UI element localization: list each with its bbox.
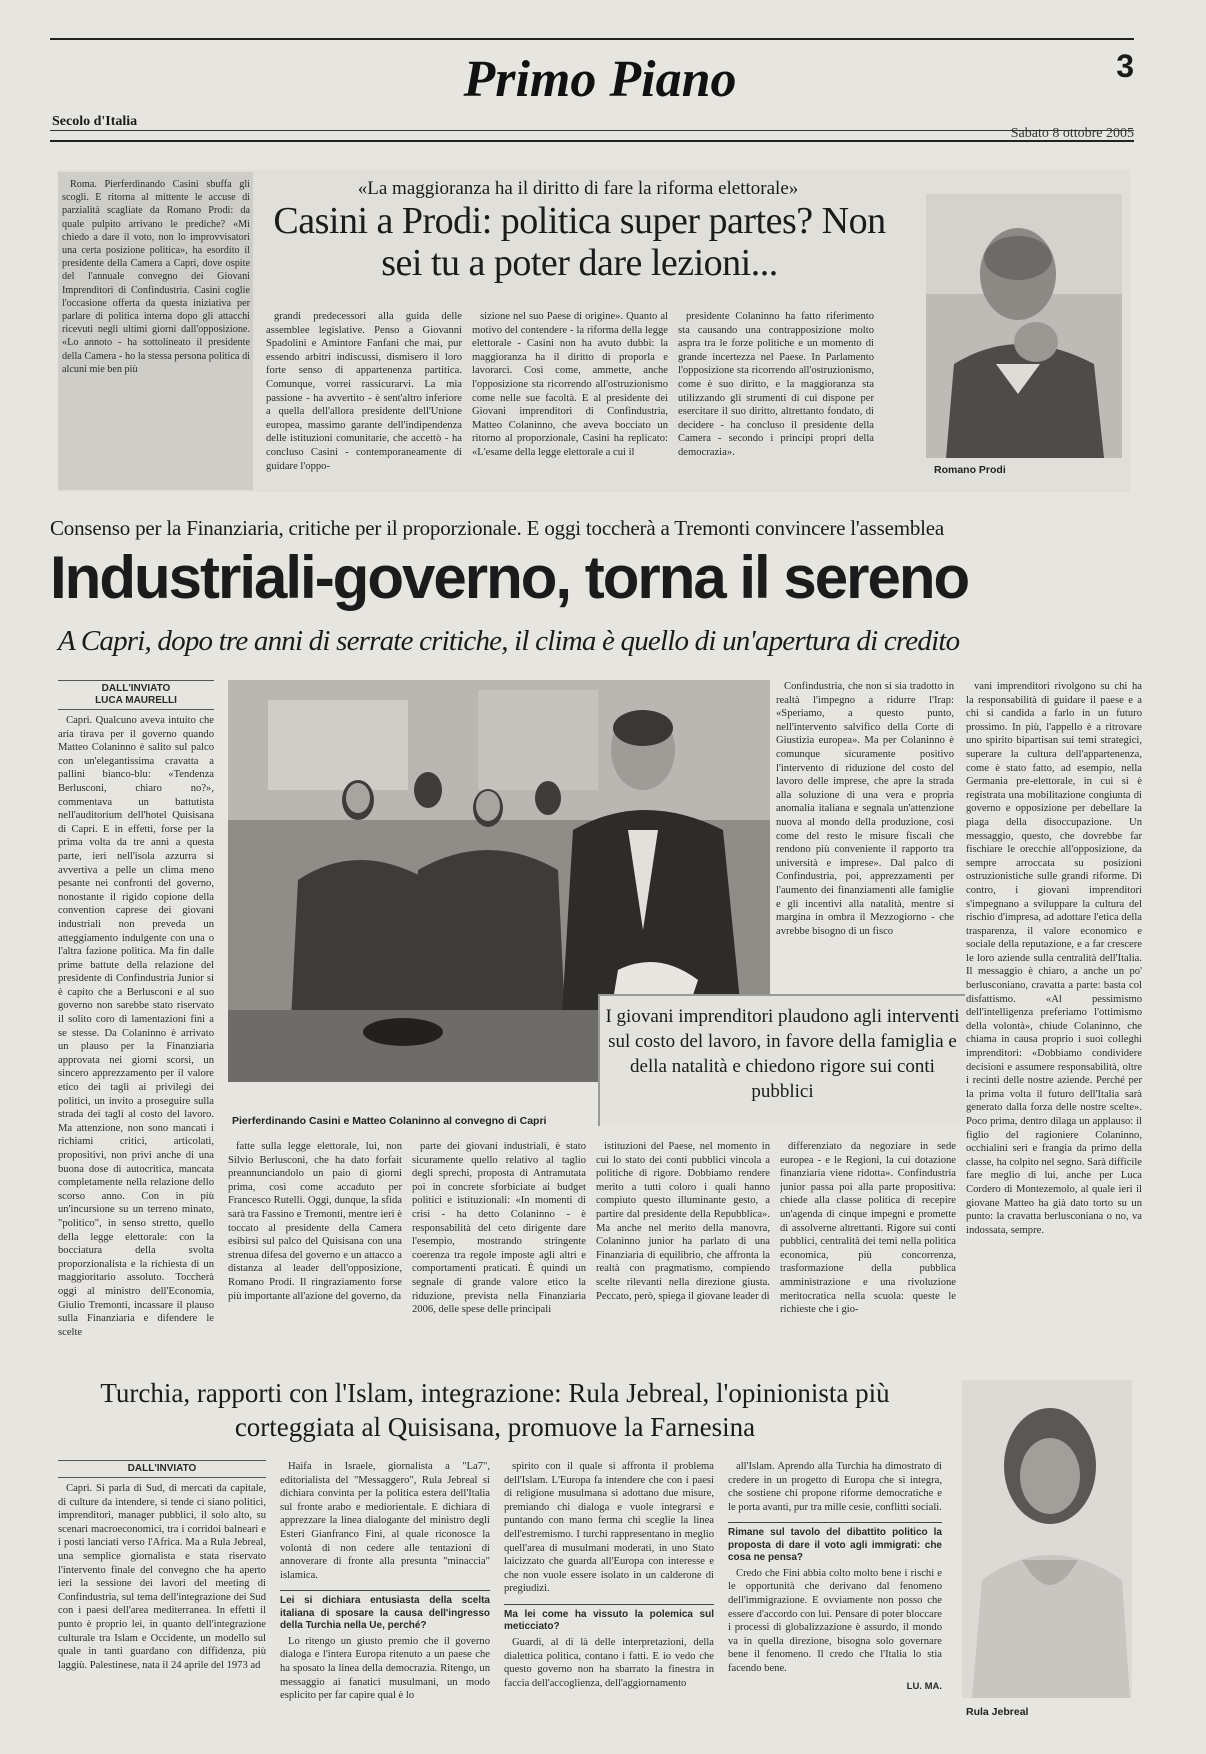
interview-question-2: Ma lei come ha vissuto la polemica sul meticciato? [504, 1604, 714, 1634]
section-title: Primo Piano [463, 51, 737, 108]
page-number: 3 [1116, 48, 1134, 84]
prodi-photo [926, 194, 1122, 458]
main-article-headline: Industriali-governo, torna il sereno [50, 544, 969, 611]
main-article-column-1: DALL'INVIATO LUCA MAURELLI Capri. Qualcuno aveva intuito che aria tirava per il governo quando Matteo Colaninno è salito sul palco con un'elegantissima cravatta a pallini bianco-blu: «Tendenza Berlusconi, chiaro no?», commentava un battutista nell'auditorium dell'hotel Quisisana di Capri. E in effetti, forse per la prima volta da tre anni a questa parte, ieri nell'isola azzurra si avvertiva a pelle un clima meno pesante nei confronti del governo, nonostante il rigido copione della convention caprese dei giovani industriali non preveda un atteggiamento indulgente con una o l'altra fazione politica. Ma fin dalle prime battute della relazione del presidente di Confindustria Junior si è capito che a Berlusconi e al suo governo non sarebbe stato riservato il solito coro di lamentazioni fini a se stesse. Da Colaninno è arrivato un plauso per la Finanziaria approvata nei giorni scorsi, un sincero apprezzamento per il valore etico dei tagli ai privilegi dei politici, un invito a proseguire sulla strada dei tagli al costo del lavoro. Ma attenzione, non sono mancati i richiami critici, articolati, propositivi, non privi anche di una buona dose di autocritica, mancata completamente nella relazione dello scorso anno. Con in più un'incursione su un terreno minato, "politico", in senso stretto, quello della legge elettorale: con la bocciatura della svolta proporzionalista e la richiesta di un maggioritario assoluto. Toccherà oggi al ministro dell'Economia, Giulio Tremonti, incassare il plauso sulla Finanziaria e difendere le scelte [58, 680, 214, 1338]
top-rule [50, 38, 1134, 40]
byline-name: LUCA MAURELLI [95, 695, 177, 706]
jebreal-photo-caption: Rula Jebreal [966, 1706, 1029, 1718]
main-article-column-2: fatte sulla legge elettorale, lui, non Silvio Berlusconi, che ha dato forfait preannunciandolo un paio di giorni prima, così come accaduto per Francesco Rutelli. Oggi, dunque, la sfida sarà tra Fassino e Tremonti, mentre ieri è toccato al presidente della Camera esibirsi sul palco del Quisisana con una strenua difesa del governo e un attacco a distanza al leader dell'opposizione, Romano Prodi. Il ringraziamento forse più importante all'azione del governo, da [228, 1141, 402, 1302]
capri-photo-caption: Pierferdinando Casini e Matteo Colaninno al convegno di Capri [232, 1115, 547, 1127]
top-article-column-3: presidente Colaninno ha fatto riferimento sta causando una contrapposizione molto aspra tra le forze politiche e un momento di grande incertezza nel Paese. In Parlamento l'opposizione sta ricorrendo all'ostruzionismo, come è suo diritto, e la maggioranza sta utilizzando gli strumenti di cui dispone per esercitare il suo diritto, altrettanto fondato, di decidere - ha concluso il presidente della Camera - secondo i principi propri della democrazia». [678, 311, 874, 458]
prodi-photo-image [926, 194, 1122, 458]
bottom-article-column-1: DALL'INVIATO Capri. Si parla di Sud, di mercati da capitale, di culture da intendere, si tende ci siano politici, imprenditori, manager pubblici, il solo alto, su scenari macroeconomici, tra i corridoi balneari e i posti lanciati verso l'Africa. Ma a Rula Jebreal, una semplice giornalista e stata riservato l'intervento finale del convegno che ha aperto ieri la sessione dei lavori del meeting di Confindustria, sul tema dell'integrazione dei Sud con i paesi dell'area mediterranea. In effetti il punto è proprio lei, in quanto dell'integrazione culturale tra Islam e Occidente, un modello sul quale in tanti guardano con diffidenza, più laggiù. Palestinese, nata il 24 aprile del 1973 ad [58, 1460, 266, 1730]
article-signature: LU. MA. [906, 1680, 942, 1692]
main-article-column-right-2: vani imprenditori rivolgono su chi ha la responsabilità di guidare il paese e a chi si candida a farlo in un futuro prossimo. In più, l'appello è a ritrovare uno spirito bipartisan sui temi strategici, superare la cultura dell'appartenenza, come è stato fatto, ad esempio, nella Germania pre-elettorale, in cui si è registrata una mobilitazione congiunta di governo e opposizione per debellare la piaga della disoccupazione. Un messaggio, questo, che dovrebbe far fischiare le orecchie all'opposizione, da sempre arroccata su posizioni ostruzionistiche sulle grandi riforme. Di contro, i giovani imprenditori s'impegnano a sviluppare la cultura del rischio d'impresa, ad adottare l'etica della trasparenza, il valore economico e sociale della reputazione, e a far crescere le loro aziende sulla centralità dell'Italia. Il messaggio è chiaro, a anche un po' berlusconiano, cravatta a parte: basta col disfattismo. «Al pessimismo dell'intelligenza preferiamo l'ottimismo della volontà», chiude Colaninno, che chiama in causa proprio i suoi colleghi imprenditori: «Dobbiamo condividere decisioni e assumere responsabilità, oltre i recinti delle nostre aziende. Perché per la prima volta il futuro dell'Italia sarà generato dalla forza delle nostre scelte». Poco prima, dentro dilaga un applauso: il figlio del ragioniere Colaninno, occhialini seri e frangia da primo della classe, ha colpito nel segno. Sarà difficile fare meglio di lui, anche per Luca Cordero di Montezemolo, al quale ieri il giovane Matteo ha già dato torto su un punto: la cravatta berlusconiana o no, va indossata, sempre. [966, 681, 1142, 1236]
top-article-kicker: «La maggioranza ha il diritto di fare la riforma elettorale» [357, 178, 799, 199]
byline-label: DALL'INVIATO [101, 683, 171, 694]
interview-question-1: Lei si dichiara entusiasta della scelta italiana di sposare la causa dell'ingresso della Turchia nella Ue, perché? [280, 1590, 490, 1633]
main-article-subheadline: A Capri, dopo tre anni di serrate critiche, il clima è quello di un'apertura di credito [58, 625, 960, 657]
jebreal-photo [962, 1380, 1132, 1698]
issue-date: Sabato 8 ottobre 2005 [1010, 126, 1134, 141]
main-article-column-right-1: Confindustria, che non si sia tradotto in realtà l'impegno a ridurre l'Irap: «Speriamo, a questo punto, nell'intervento salvifico della Corte di Giustizia europea». Ma per Colaninno è comunque sicuramente positivo l'intervento di riduzione del costo del lavoro delle imprese, che apre la strada alla soluzione di una vera e propria anomalia italiana e segnala un'attenzione nuova al mondo della produzione, così come del resto le misure fiscali che rendono più conveniente il rapporto tra università e imprese». Dal palco di Confindustria, poi, apprezzamenti per l'aumento dei finanziamenti alle famiglie e gli incentivi alla natalità, mentre si margina in ombra il Mezzogiorno - che avrebbe bisogno di un fisco [776, 681, 954, 937]
bottom-article-column-4: all'Islam. Aprendo alla Turchia ha dimostrato di credere in un progetto di Europa che si integra, che sostiene chi propone riforme democratiche e le porta avanti, pur tra mille cesie, conflitti sociali. Rimane sul tavolo del dibattito politico la proposta di dare il voto agli immigrati: che cosa ne pensa? Credo che Fini abbia colto molto bene i rischi e le opportunità che derivano dal fenomeno dell'immigrazione. E ovviamente non posso che essere d'accordo con lui. Pensare di poter bloccare i processi di globalizzazione è assurdo, il mondo va in quella direzione, bisogna solo governare bene il fenomeno. Il credo che l'Italia lo stia facendo bene. LU. MA. [728, 1461, 942, 1692]
main-article-column-5: differenziato da negoziare in sede europea - e le Regioni, la cui dotazione finanziaria viene ridotta». Confindustria junior passa poi alla parte propositiva: chiede alla classe politica di recepire un'agenda di cinque impegni e promette di assolverne altrettanti. Rigore sui conti pubblici, centralità dei temi nella politica economica, più concorrenza, trasformazione della pubblica amministrazione e una rivoluzione meritocratica nella scuola: queste le richieste che i gio- [780, 1141, 956, 1316]
bottom-article-column-3: spirito con il quale si affronta il problema dell'Islam. L'Europa fa intendere che con i paesi di religione musulmana si adottano due misure, premiando chi dialoga e vuole integrarsi e puntando con mano ferma chi sceglie la linea dell'estremismo. I turchi rappresentano in meglio quell'area di musulmani moderati, in uno Stato laicizzato che guarda all'Europa con interesse e che non vuole essere isolato in un calderone di pregiudizi. Ma lei come ha vissuto la polemica sul meticciato? Guardi, al di là delle interpretazioni, della dialettica politica, contano i fatti. E io vedo che questo governo non ha sbarrato la finestra in faccia dell'accoglienza, dell'aggiornamento [504, 1461, 714, 1689]
main-article-column-3: parte dei giovani industriali, è stato sicuramente quello relativo al taglio degli sprechi, proposta di Antramutata poi in concrete sforbiciate ai budget politici e istituzionali: «In momenti di crisi - ha detto Colaninno - è responsabilità del ceto dirigente dare l'esempio, mostrando stringente coerenza tra regole imposte agli altri e comportamenti praticati. È quindi un segnale di grande valore etico la riduzione, prevista nella Finanziaria 2006, delle spese delle principali [412, 1141, 586, 1316]
top-article-headline: Casini a Prodi: politica super partes? Non sei tu a poter dare lezioni... [273, 200, 886, 284]
masthead-rule-bottom [50, 140, 1134, 142]
prodi-photo-caption: Romano Prodi [934, 464, 1006, 476]
main-article-pull-quote: I giovani imprenditori plaudono agli interventi sul costo del lavoro, in favore della famiglia e della natalità e chiedono rigore sui conti pubblici [598, 994, 965, 1126]
main-article-byline [58, 680, 214, 710]
bottom-article-byline: DALL'INVIATO [58, 1460, 266, 1478]
masthead-rule [50, 130, 1134, 131]
top-article-column-1: grandi predecessori alla guida delle assemblee legislative. Penso a Giovanni Spadolini e Amintore Fanfani che mai, pur essendo arbitri indiscussi, dismisero il loro forte senso di appartenenza partitica. Comunque, vorrei rassicurarvi. La mia passione - ha avvertito - è sent'altro inferiore a quella dell'allora presidente dell'Unione europea, massimo garante dell'indipendenza delle istituzioni comunitarie, che accettò - ha concluso Casini - contemporaneamente di guidare l'oppo- [266, 311, 462, 472]
bottom-article-headline: Turchia, rapporti con l'Islam, integrazione: Rula Jebreal, l'opinionista più corteggiata al Quisisana, promuove la Farnesina [100, 1378, 890, 1442]
main-article-column-4: istituzioni del Paese, nel momento in cui lo stato dei conti pubblici vincola a politiche di rigore. Dobbiamo rendere merito a tutti coloro i quali hanno compiuto questo illuminante gesto, a partire dal presidente della Repubblica». Ma anche nel merito della manovra, Colaninno junior ha parlato di una Finanziaria di equilibrio, che affronta la realtà con pragmatismo, compiendo scelte rilevanti nella direzione giusta. Peccato, però, spiega il giovane leader di [596, 1141, 770, 1302]
interview-question-3: Rimane sul tavolo del dibattito politico la proposta di dare il voto agli immigrati: che cosa ne pensa? [728, 1522, 942, 1565]
top-article-column-2: sizione nel suo Paese di origine». Quanto al motivo del contendere - la riforma della legge elettorale - Casini non ha avuto dubbi: la maggioranza ha il diritto di proporla e lavorarci. Così come, ammette, anche l'opposizione sta ricorrendo all'ostruzionismo come nelle sue facoltà. E al presidente dei Giovani imprenditori di Confindustria, Matteo Colaninno, che aveva bocciato un ritorno al proporzionale, Casini ha replicato: «L'esame della legge elettorale a cui il [472, 311, 668, 458]
jebreal-photo-image [962, 1380, 1132, 1698]
main-article-kicker: Consenso per la Finanziaria, critiche per il proporzionale. E oggi toccherà a Tremonti convincere l'assemblea [50, 516, 945, 540]
newspaper-name: Secolo d'Italia [52, 114, 138, 129]
bottom-article-column-2: Haifa in Israele, giornalista a "La7", editorialista del "Messaggero", Rula Jebreal si dichiara convinta per la politica estera dell'Italia sul fronte arabo e mediorientale. E dichiara di apprezzare la linea dialogante del ministro degli Esteri Gianfranco Fini, al quale riconosce la volontà di non cedere alle tentazioni di annoverare di fronte alla presunta "minaccia" islamica. Lei si dichiara entusiasta della scelta italiana di sposare la causa dell'ingresso della Turchia nella Ue, perché? Lo ritengo un giusto premio che il governo dialoga e l'intera Europa ritenuto a un paese che ha sposato la linea della democrazia. Ritengo, un messaggio ai fanatici musulmani, un modo esplicito per far capire qual è lo [280, 1461, 490, 1702]
top-article-sidebar: Roma. Pierferdinando Casini sbuffa gli scogli. E ritorna al mittente le accuse di parzialità scagliate da Romano Prodi: da quale pulpito arrivano le prediche? «Mi chiedo a dare il voto, non lo improvvisatori una certa posizione politica», ha esordito il presidente della Camera a Capri, dove ospite del l'annuale convegno dei Giovani Imprenditori di Confindustria. Casini coglie l'occasione offerta da questa iniziativa per parlare di politica interna dopo gli attacchi ricevuti negli ultimi giorni dall'opposizione. «Lo annoto - ha sottolineato il presidente della Camera - ho la stessa persona politica di alcuni mie ben più [62, 179, 250, 375]
